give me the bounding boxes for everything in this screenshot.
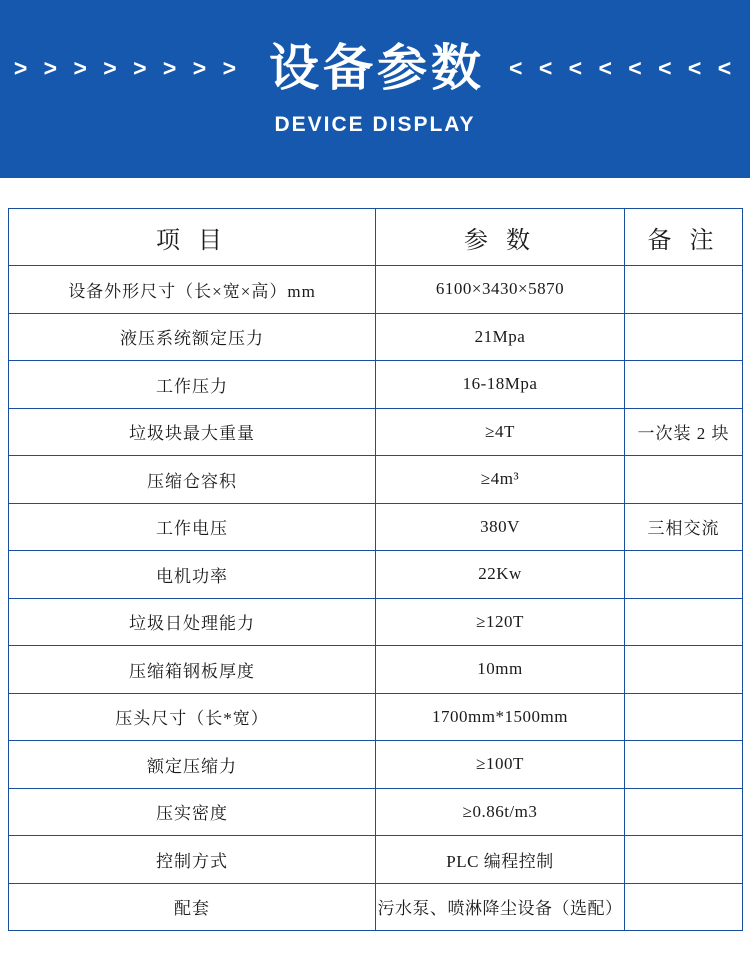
banner-content	[0, 0, 750, 178]
table-row	[9, 836, 743, 884]
table-header-parameter: 参 数	[376, 209, 625, 266]
row-parameter-value: PLC 编程控制	[376, 836, 625, 884]
row-parameter-value: 1700mm*1500mm	[376, 693, 625, 741]
row-parameter-value: ≥120T	[376, 598, 625, 646]
chevron-left-decoration-icon: < < < < < < < <	[509, 54, 737, 81]
row-note-value	[625, 361, 743, 409]
row-note-value	[625, 836, 743, 884]
table-row	[9, 361, 743, 409]
row-item-label: 工作电压	[9, 503, 376, 551]
row-parameter-value: 21Mpa	[376, 313, 625, 361]
row-parameter-value: 6100×3430×5870	[376, 266, 625, 314]
table-row	[9, 788, 743, 836]
row-parameter-value: 380V	[376, 503, 625, 551]
table-row	[9, 741, 743, 789]
row-item-label: 工作压力	[9, 361, 376, 409]
table-header-item: 项 目	[9, 209, 376, 266]
row-note-value	[625, 883, 743, 931]
row-note-value	[625, 788, 743, 836]
table-row	[9, 313, 743, 361]
row-item-label: 控制方式	[9, 836, 376, 884]
row-item-label: 压头尺寸（长*宽）	[9, 693, 376, 741]
row-item-label: 额定压缩力	[9, 741, 376, 789]
row-note-value	[625, 313, 743, 361]
row-item-label: 压缩箱钢板厚度	[9, 646, 376, 694]
row-item-label: 液压系统额定压力	[9, 313, 376, 361]
table-row	[9, 408, 743, 456]
specification-table-wrapper	[8, 208, 742, 931]
row-parameter-value: ≥100T	[376, 741, 625, 789]
table-row	[9, 551, 743, 599]
row-note-value	[625, 266, 743, 314]
specification-table	[8, 208, 743, 931]
page-subtitle: DEVICE DISPLAY	[274, 113, 476, 136]
table-header-row	[9, 209, 743, 266]
row-parameter-value: 22Kw	[376, 551, 625, 599]
row-note-value	[625, 551, 743, 599]
row-parameter-value: ≥0.86t/m3	[376, 788, 625, 836]
banner-title-row	[0, 34, 750, 102]
row-note-value	[625, 456, 743, 504]
row-note-value: 三相交流	[625, 503, 743, 551]
row-item-label: 垃圾日处理能力	[9, 598, 376, 646]
row-item-label: 配套	[9, 883, 376, 931]
row-parameter-value: 10mm	[376, 646, 625, 694]
row-item-label: 压实密度	[9, 788, 376, 836]
chevron-right-decoration-icon: > > > > > > > >	[13, 54, 241, 81]
table-row	[9, 693, 743, 741]
page-banner	[0, 0, 750, 178]
row-note-value	[625, 741, 743, 789]
row-note-value: 一次装 2 块	[625, 408, 743, 456]
row-parameter-value: ≥4m³	[376, 456, 625, 504]
table-row	[9, 598, 743, 646]
page-title: 设备参数	[269, 39, 485, 97]
table-row	[9, 266, 743, 314]
row-parameter-value: 污水泵、喷淋降尘设备（选配）	[376, 883, 625, 931]
row-item-label: 压缩仓容积	[9, 456, 376, 504]
table-header-note: 备 注	[625, 209, 743, 266]
row-item-label: 垃圾块最大重量	[9, 408, 376, 456]
table-row	[9, 503, 743, 551]
table-row	[9, 883, 743, 931]
table-row	[9, 646, 743, 694]
row-note-value	[625, 646, 743, 694]
table-row	[9, 456, 743, 504]
row-parameter-value: 16-18Mpa	[376, 361, 625, 409]
row-item-label: 电机功率	[9, 551, 376, 599]
row-note-value	[625, 598, 743, 646]
row-parameter-value: ≥4T	[376, 408, 625, 456]
row-note-value	[625, 693, 743, 741]
row-item-label: 设备外形尺寸（长×宽×高）mm	[9, 266, 376, 314]
